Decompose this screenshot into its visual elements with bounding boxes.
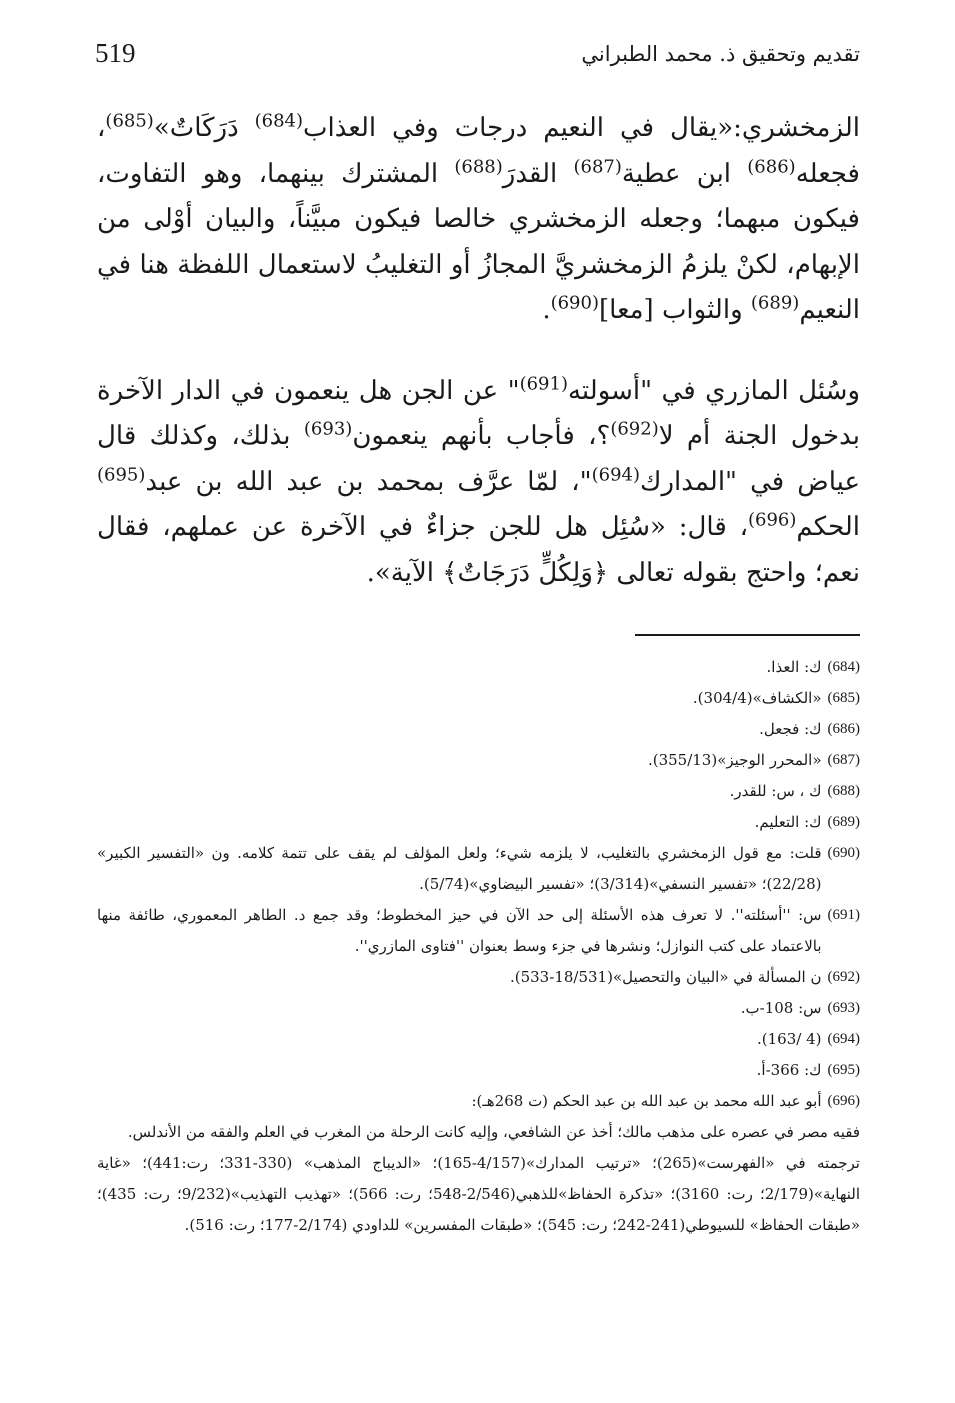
text-run: دَرَكَاتٌ» [153,113,255,143]
footnote-ref: (690) [550,292,599,314]
footnote-text: ك: العذا. [766,658,822,676]
footnote-text: «الكشاف»(304/4). [692,689,822,707]
footnote-text: ن المسألة في «البيان والتحصيل»(18/531-533). [509,968,822,986]
footnote-text: قلت: مع قول الزمخشري بالتغليب، لا يلزمه شيء؛ ولعل المؤلف لم يقف على تتمة كلامه. ون «التفسير الكبير» (22/28)؛ «تفسير النسفي»(3/314)؛ «تفسير البيضاوي»(5/74). [97,844,822,893]
footnote-continuation: ترجمته في «الفهرست»(265)؛ «ترتيب المدارك»(4/157-165)؛ «الديباج المذهب» (330-331؛ رت:441)؛ «غاية النهاية»(2/179؛ رت: 3160)؛ «تذكرة الحفاظ»للذهبي(2/546-548؛ رت: 566)؛ «تهذيب التهذيب»(9/232؛ رت: 435)؛ «طبقات الحفاظ» للسيوطي(241-242؛ رت: 545)؛ «طبقات المفسرين» للداودي (2/174-177؛ رت: 516). [97,1154,860,1234]
footnote-text: ك: التعليم. [754,813,822,831]
footnote-text: ك ، س: للقدر. [729,782,822,800]
footnote-text: أبو عبد الله محمد بن عبد الله بن عبد الحكم (ت 268هـ): [471,1092,822,1110]
footnote [97,962,860,993]
text-run: ابن عطية [621,158,748,189]
footnote [97,900,860,962]
footnote-number: (691) [827,907,860,923]
page-header [95,28,860,78]
text-run: ، قال: «سُئِل هل للجن جزاءٌ في الآخرة عن عملهم، فقال نعم؛ واحتج بقوله تعالى ﴿وَلِكُلٍّ دَرَجَاتٌ﴾ الآية». [97,512,860,588]
footnotes [97,652,860,1241]
body-paragraph [97,369,860,597]
footnote-number: (687) [827,752,860,768]
footnote [97,714,860,745]
footnote-text: ك: 366-أ. [756,1061,822,1079]
footnote [97,776,860,807]
footnote-ref: (689) [750,292,800,314]
text-run: المشترك بينهما، وهو التفاوت، فيكون مبهما؛ وجعله الزمخشري خالصا فيكون مبيَّناً، والبيان أوْلى من الإبهام، لكنْ يلزمُ الزمخشريَّ المجازُ أو التغليبُ لاستعمال اللفظة هنا في النعيم [97,158,860,325]
footnote-separator [635,634,860,636]
text-run: الزمخشري:«يقال في النعيم درجات وفي العذاب [303,113,860,143]
footnote-number: (694) [827,1031,860,1047]
text-run: وسُئل المازري في "أسولته [567,375,861,406]
footnote-number: (695) [827,1062,860,1078]
footnote-number: (689) [827,814,860,830]
text-run: " عن الجن هل ينعمون في الدار الآخرة بدخول الجنة أم لا [97,375,860,451]
footnote-ref: (691) [519,372,568,394]
footnote-ref: (693) [303,418,353,440]
text-run: بذلك، وكذلك قال عياض في "المدارك [97,421,860,497]
footnote [97,807,860,838]
text-run: ؟، فأجاب بأنهم ينعمون [352,421,611,451]
main-text [97,106,860,596]
text-run: ، فجعله [97,113,860,189]
body-paragraph [97,106,860,334]
text-run: الحكم [796,512,860,542]
footnote-ref: (696) [747,509,797,531]
footnote [97,683,860,714]
footnote-ref: (692) [610,418,659,440]
footnote-text: س: 108-ب. [740,999,822,1017]
footnote-number: (696) [827,1093,860,1109]
footnote-ref: (687) [573,155,622,177]
footnote [97,745,860,776]
footnote-number: (686) [827,721,860,737]
footnote-ref: (684) [254,110,304,132]
page-number: 519 [95,38,136,68]
footnote-text: ك: فجعل. [759,720,822,738]
footnote-number: (692) [827,969,860,985]
text-run: "، لمّا عرَّف بمحمد بن عبد الله بن عبد [145,466,592,497]
footnote-number: (688) [827,783,860,799]
footnote-ref: (694) [591,463,641,485]
footnote [97,1086,860,1117]
footnote-number: (693) [827,1000,860,1016]
footnote [97,1055,860,1086]
footnote-text: س: ''أسئلته''. لا تعرف هذه الأسئلة إلى حد الآن في حيز المخطوط؛ وقد جمع د. الطاهر المعموري، طائفة منها بالاعتماد على كتب النوازل؛ ونشرها في جزء وسط بعنوان ''فتاوى المازري''. [97,906,822,955]
footnote [97,1024,860,1055]
footnote-ref: (688) [454,155,503,177]
footnote-number: (684) [827,659,860,675]
footnote-ref: (686) [747,155,796,177]
text-run: . [542,295,551,325]
running-title: تقديم وتحقيق ذ. محمد الطبراني [581,42,860,66]
footnote-text: «المحرر الوجيز»(355/13). [647,751,822,769]
footnote-number: (690) [827,845,860,861]
footnote-number: (685) [827,690,860,706]
footnote [97,993,860,1024]
footnote-continuation: فقيه مصر في عصره على مذهب مالك؛ أخذ عن الشافعي، وإليه كانت الرحلة من المغرب في العلم والفقه من الأندلس. [127,1123,860,1141]
footnote [97,838,860,900]
footnote-text: (4 /163). [757,1030,822,1048]
footnote-ref: (695) [97,463,146,485]
footnote [97,652,860,683]
footnote-ref: (685) [105,110,154,132]
text-run: القدرَ [502,158,574,189]
text-run: والثواب [معا] [599,295,751,325]
